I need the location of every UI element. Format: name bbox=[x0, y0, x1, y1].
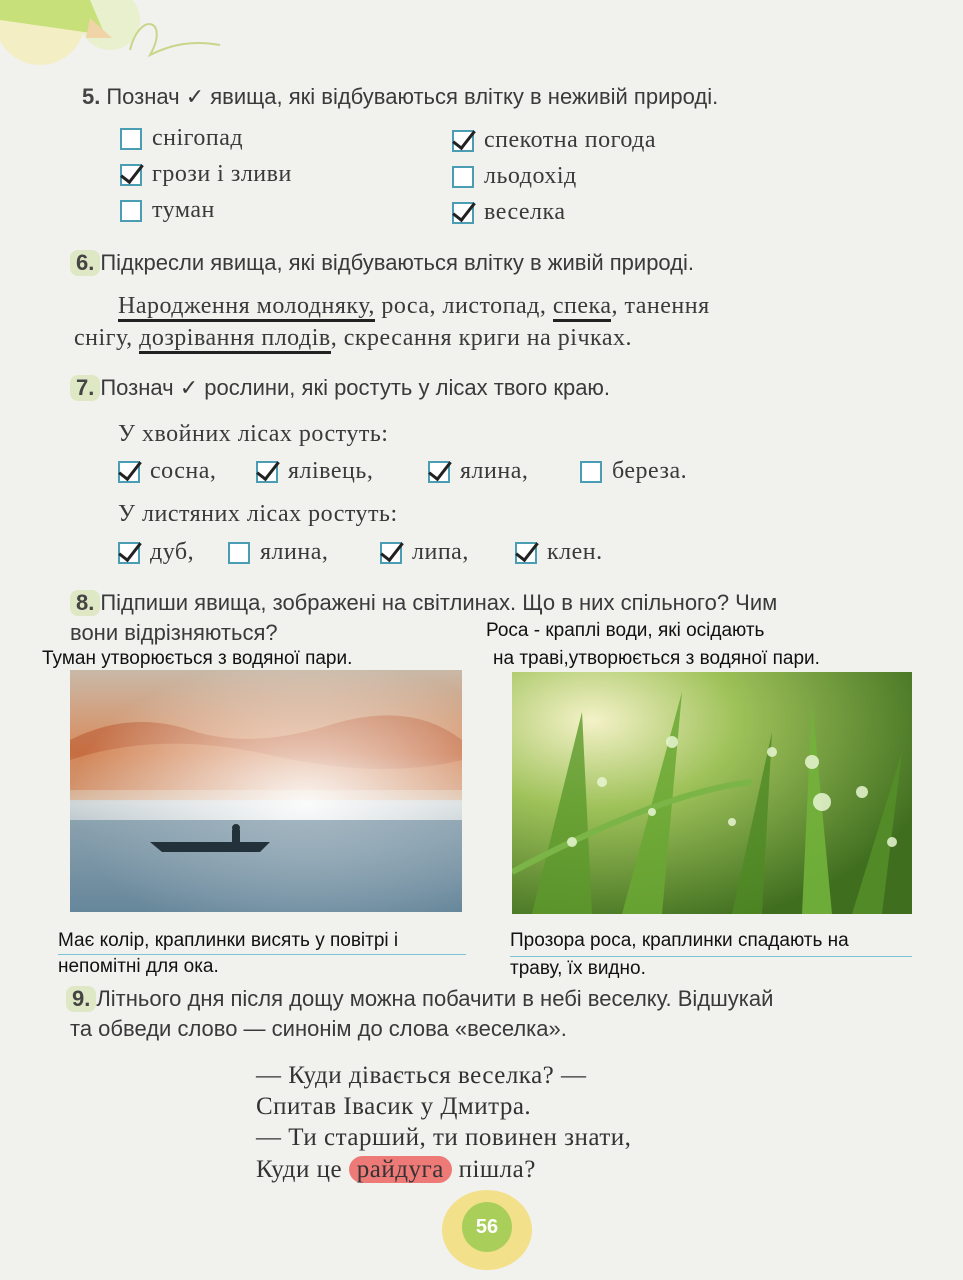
conifer-heading: У хвойних лісах ростуть: bbox=[118, 421, 389, 447]
checkbox-checked[interactable] bbox=[118, 542, 140, 564]
checkbox-checked[interactable] bbox=[452, 130, 474, 152]
fog-photo bbox=[70, 670, 462, 912]
checkbox-checked[interactable] bbox=[118, 461, 140, 483]
conifer-option[interactable]: ялівець, bbox=[256, 458, 373, 485]
q8-prompt-line2: вони відрізняються? bbox=[70, 620, 278, 645]
q5-option[interactable]: спекотна погода bbox=[452, 127, 656, 154]
q5-option[interactable]: снігопад bbox=[120, 125, 243, 152]
q5-option[interactable]: льодохід bbox=[452, 163, 577, 190]
checkbox-checked[interactable] bbox=[452, 202, 474, 224]
checkbox-checked[interactable] bbox=[515, 542, 537, 564]
conifer-option[interactable]: сосна, bbox=[118, 458, 216, 485]
q5-option[interactable]: грози і зливи bbox=[120, 161, 292, 188]
fog-lake-image bbox=[70, 670, 462, 912]
q8-number: 8. bbox=[70, 590, 100, 616]
dew-answer-bottom-1: Прозора роса, краплинки спадають на bbox=[510, 930, 849, 951]
poem-line-2: Спитав Івасик у Дмитра. bbox=[256, 1093, 532, 1120]
underlined-phrase: дозрівання плодів bbox=[139, 325, 331, 354]
q5-text: Познач ✓ явища, які відбуваються влітку в неживій природі. bbox=[106, 84, 719, 109]
checkbox[interactable] bbox=[452, 166, 474, 188]
deciduous-option[interactable]: дуб, bbox=[118, 539, 194, 566]
underlined-phrase: спека bbox=[553, 293, 612, 322]
dew-answer-top: Роса - краплі води, які осідають bbox=[486, 620, 765, 641]
q5-prompt bbox=[76, 84, 718, 110]
dew-photo bbox=[512, 672, 912, 914]
poem-line-3: — Ти старший, ти повинен знати, bbox=[256, 1124, 632, 1151]
page-badge bbox=[442, 1190, 532, 1270]
checkbox[interactable] bbox=[228, 542, 250, 564]
dew-answer-top-2: на траві,утворюється з водяної пари. bbox=[493, 648, 820, 669]
answer-line bbox=[510, 956, 912, 957]
checkbox-checked[interactable] bbox=[380, 542, 402, 564]
deciduous-option[interactable]: ялина, bbox=[228, 539, 328, 566]
q7-prompt bbox=[70, 375, 610, 401]
q6-text: Підкресли явища, які відбуваються влітку в живій природі. bbox=[100, 250, 695, 275]
conifer-option[interactable]: ялина, bbox=[428, 458, 528, 485]
page-number: 56 bbox=[462, 1202, 512, 1252]
underlined-phrase: Народження молодняку, bbox=[118, 293, 375, 322]
checkbox-checked[interactable] bbox=[120, 164, 142, 186]
fog-answer-bottom-2: непомітні для ока. bbox=[58, 956, 219, 977]
checkbox[interactable] bbox=[120, 200, 142, 222]
q9-prompt: 9. Літнього дня після дощу можна побачити в небі веселку. Відшукай bbox=[66, 986, 773, 1012]
deciduous-option[interactable]: липа, bbox=[380, 539, 469, 566]
poem-line-1: — Куди дівається веселка? — bbox=[256, 1062, 587, 1089]
fog-answer-bottom-1: Має колір, краплинки висять у повітрі і bbox=[58, 930, 399, 951]
deciduous-option[interactable]: клен. bbox=[515, 539, 603, 566]
answer-line bbox=[58, 954, 466, 955]
q7-number: 7. bbox=[70, 375, 100, 401]
q5-option[interactable]: туман bbox=[120, 197, 215, 224]
dew-grass-image bbox=[512, 672, 912, 914]
q6-line-1: Народження молодняку, роса, листопад, спека, танення bbox=[118, 293, 710, 320]
q6-number: 6. bbox=[70, 250, 100, 276]
checkbox-checked[interactable] bbox=[428, 461, 450, 483]
checkbox[interactable] bbox=[120, 128, 142, 150]
q6-prompt bbox=[70, 250, 694, 276]
q5-number: 5. bbox=[82, 84, 101, 109]
fog-answer-top: Туман утворюється з водяної пари. bbox=[42, 648, 353, 669]
circled-word[interactable]: райдуга bbox=[349, 1156, 452, 1183]
checkbox[interactable] bbox=[580, 461, 602, 483]
q6-line-2: снігу, дозрівання плодів, скресання криги на річках. bbox=[74, 325, 632, 352]
deciduous-heading: У листяних лісах ростуть: bbox=[118, 501, 398, 527]
q7-text: Познач ✓ рослини, які ростуть у лісах твого краю. bbox=[100, 375, 611, 400]
pencil-decoration bbox=[0, 0, 240, 80]
checkbox-checked[interactable] bbox=[256, 461, 278, 483]
pencil-icon bbox=[0, 0, 240, 80]
dew-answer-bottom-2: траву, їх видно. bbox=[510, 958, 646, 979]
q9-prompt-line2: та обведи слово — синонім до слова «веселка». bbox=[70, 1016, 567, 1041]
q8-prompt: 8. Підпиши явища, зображені на світлинах. Що в них спільного? Чим bbox=[70, 590, 777, 616]
q5-option[interactable]: веселка bbox=[452, 199, 565, 226]
q9-number: 9. bbox=[66, 986, 96, 1012]
conifer-option[interactable]: береза. bbox=[580, 458, 687, 485]
poem-line-4: Куди це райдуга пішла? bbox=[256, 1156, 536, 1183]
